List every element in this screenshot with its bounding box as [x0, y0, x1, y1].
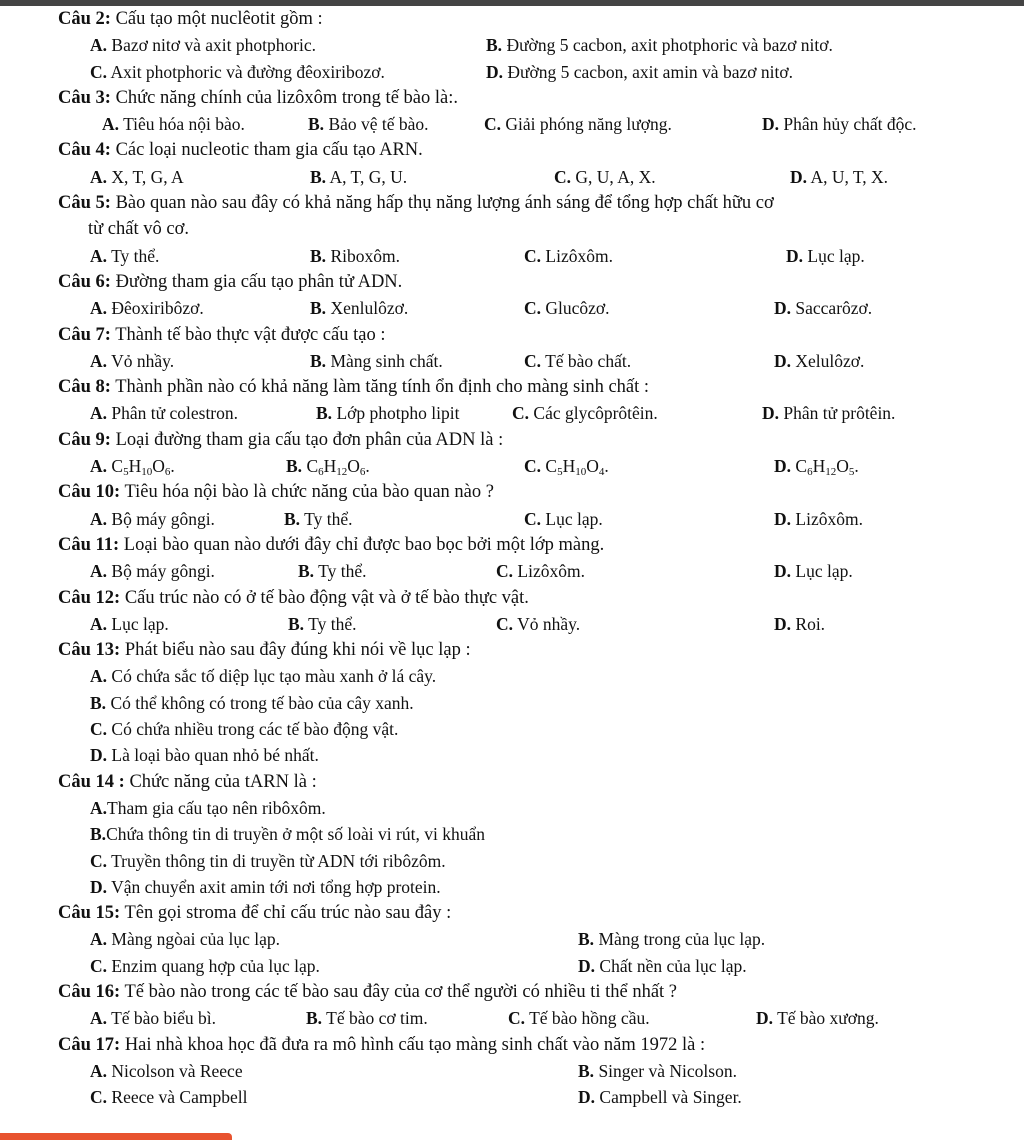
- option-d: D. Tế bào xương.: [756, 1008, 879, 1029]
- options-row: [0, 32, 1024, 58]
- question-number: Câu 7:: [58, 324, 111, 345]
- option-a: A. Bộ máy gôngi.: [90, 561, 215, 582]
- question-number: Câu 5:: [58, 193, 111, 214]
- question-text: Chức năng chính của lizôxôm trong tế bào là:.: [115, 87, 458, 108]
- question-text: Loại bào quan nào dưới đây chỉ được bao bọc bởi một lớp màng.: [123, 534, 605, 555]
- question-text: Tế bào nào trong các tế bào sau đây của cơ thể người có nhiều ti thể nhất ?: [124, 981, 678, 1002]
- options-row: [0, 611, 1024, 637]
- question-8: [0, 374, 1024, 427]
- option-c-formula: C. $C_5H_{10}O_4$.: [524, 456, 609, 479]
- option-b: B. Có thể không có trong tế bào của cây xanh.: [90, 692, 414, 713]
- option-a: A. Tiêu hóa nội bào.: [102, 114, 245, 135]
- question-number: Câu 2:: [58, 9, 111, 29]
- question-11: [0, 532, 1024, 585]
- question-number: Câu 17:: [58, 1034, 121, 1055]
- options-row: [0, 1084, 1024, 1110]
- question-stem: [0, 479, 1024, 505]
- option-a: A. Tế bào biểu bì.: [90, 1008, 217, 1029]
- options-row: [0, 295, 1024, 321]
- option-d: D. Vận chuyển axit amin tới nơi tổng hợp protein.: [90, 876, 441, 897]
- bottom-progress-bar: [0, 1133, 232, 1140]
- option-b: B. Đường 5 cacbon, axit photphoric và bazơ nitơ.: [486, 35, 833, 56]
- option-d: D. Lục lạp.: [786, 245, 865, 266]
- option-b: B. Lớp photpho lipit: [316, 403, 460, 424]
- option-b: B.Chứa thông tin di truyền ở một số loài vi rút, vi khuẩn: [90, 824, 485, 845]
- question-number: Câu 6:: [58, 271, 111, 292]
- question-stem: [0, 85, 1024, 111]
- option-c: C. Lizôxôm.: [524, 245, 613, 266]
- option-a: A. Vỏ nhầy.: [90, 350, 175, 371]
- question-text: Phát biểu nào sau đây đúng khi nói về lục lạp :: [124, 640, 471, 661]
- question-stem: [0, 900, 1024, 926]
- option-b: B. Xenlulôzơ.: [310, 298, 409, 319]
- option-d: D. Là loại bào quan nhỏ bé nhất.: [90, 745, 319, 766]
- option-b: B. Màng trong của lục lạp.: [578, 929, 766, 950]
- question-stem: [0, 637, 1024, 663]
- question-text: Các loại nucleotic tham gia cấu tạo ARN.: [115, 140, 423, 161]
- question-9: [0, 427, 1024, 480]
- option-c: C. G, U, A, X.: [554, 166, 656, 187]
- options-row: [0, 164, 1024, 190]
- question-stem: [0, 585, 1024, 611]
- option-d: D. Phân tử prôtêin.: [762, 403, 896, 424]
- option-a: A. Phân tử colestron.: [90, 403, 239, 424]
- option-a: A. Đêoxiribôzơ.: [90, 298, 204, 319]
- option-a: A. X, T, G, A: [90, 166, 184, 187]
- question-number: Câu 14 :: [58, 771, 125, 792]
- question-stem: [0, 769, 1024, 795]
- question-text: Thành phần nào có khả năng làm tăng tính ổn định cho màng sinh chất :: [115, 377, 650, 398]
- question-2: [0, 6, 1024, 85]
- question-text: Loại đường tham gia cấu tạo đơn phân của ADN là :: [115, 429, 504, 450]
- option-d: D. Phân hủy chất độc.: [762, 114, 917, 135]
- options-row: [0, 111, 1024, 137]
- option-b: B. Màng sinh chất.: [310, 350, 443, 371]
- option-b: B. Riboxôm.: [310, 245, 400, 266]
- question-text: Bào quan nào sau đây có khả năng hấp thụ năng lượng ánh sáng để tổng hợp chất hữu cơ: [115, 193, 774, 214]
- question-text: Tên gọi stroma để chỉ cấu trúc nào sau đây :: [124, 903, 452, 924]
- option-d: D. Lizôxôm.: [774, 508, 863, 529]
- question-number: Câu 8:: [58, 377, 111, 398]
- option-c: C. Các glycôprôtêin.: [512, 403, 658, 424]
- question-14: [0, 769, 1024, 900]
- question-stem: [0, 6, 1024, 32]
- option-c: C. Có chứa nhiều trong các tế bào động vật.: [90, 719, 399, 740]
- option-d: D. Xelulôzơ.: [774, 350, 865, 371]
- options-row: [0, 926, 1024, 952]
- options-row: [0, 1005, 1024, 1031]
- option-b: B. Singer và Nicolson.: [578, 1060, 737, 1081]
- question-5: [0, 190, 1024, 269]
- options-row: [0, 1058, 1024, 1084]
- option-c: C. Giải phóng năng lượng.: [484, 114, 672, 135]
- option-d: D. Chất nền của lục lạp.: [578, 955, 747, 976]
- question-number: Câu 9:: [58, 429, 111, 450]
- options-row: [0, 953, 1024, 979]
- question-number: Câu 13:: [58, 640, 121, 661]
- option-b: B. A, T, G, U.: [310, 166, 408, 187]
- option-a: A. Có chứa sắc tố diệp lục tạo màu xanh ở lá cây.: [90, 666, 437, 687]
- question-10: [0, 479, 1024, 532]
- option-c: C. Axit photphoric và đường đêoxiribozơ.: [90, 61, 385, 82]
- option-d: D. Lục lạp.: [774, 561, 853, 582]
- question-text: Hai nhà khoa học đã đưa ra mô hình cấu tạo màng sinh chất vào năm 1972 là :: [124, 1034, 706, 1055]
- question-stem: [0, 269, 1024, 295]
- question-text-continued: từ chất vô cơ.: [88, 219, 189, 240]
- question-16: [0, 979, 1024, 1032]
- question-number: Câu 11:: [58, 534, 120, 555]
- option-a: A. Ty thể.: [90, 245, 160, 266]
- options-row: [0, 348, 1024, 374]
- option-c: C. Lizôxôm.: [496, 561, 585, 582]
- option-a: A. Lục lạp.: [90, 613, 169, 634]
- option-d: D. A, U, T, X.: [790, 166, 889, 187]
- question-number: Câu 15:: [58, 903, 121, 924]
- options-row: [0, 453, 1024, 479]
- question-stem: [0, 322, 1024, 348]
- option-c: C. Tế bào chất.: [524, 350, 632, 371]
- option-b: B. Tế bào cơ tim.: [306, 1008, 428, 1029]
- option-c: C. Lục lạp.: [524, 508, 603, 529]
- question-text: Cấu trúc nào có ở tế bào động vật và ở tế bào thực vật.: [124, 587, 529, 608]
- option-d: D. Campbell và Singer.: [578, 1087, 742, 1108]
- option-d-formula: D. $C_6H_{12}O_5$.: [774, 456, 859, 479]
- options-row: [0, 59, 1024, 85]
- options-row: [0, 558, 1024, 584]
- option-a-formula: A. $C_5H_{10}O_6$.: [90, 456, 175, 479]
- question-3: [0, 85, 1024, 138]
- question-stem: [0, 427, 1024, 453]
- option-b-formula: B. $C_6H_{12}O_6$.: [286, 456, 370, 479]
- option-b: B. Ty thể.: [298, 561, 367, 582]
- option-b: B. Ty thể.: [288, 613, 357, 634]
- options-row: [0, 506, 1024, 532]
- question-text: Đường tham gia cấu tạo phân tử ADN.: [115, 271, 403, 292]
- question-stem: [0, 532, 1024, 558]
- question-stem: [0, 190, 1024, 216]
- option-c: C. Tế bào hồng cầu.: [508, 1008, 650, 1029]
- option-c: C. Vỏ nhầy.: [496, 613, 581, 634]
- exam-document: [0, 6, 1024, 1110]
- option-c: C. Glucôzơ.: [524, 298, 610, 319]
- option-c: C. Enzim quang hợp của lục lạp.: [90, 955, 320, 976]
- question-15: [0, 900, 1024, 979]
- question-text: Tiêu hóa nội bào là chức năng của bào quan nào ?: [124, 482, 494, 503]
- question-number: Câu 16:: [58, 981, 121, 1002]
- option-a: A. Bộ máy gôngi.: [90, 508, 215, 529]
- question-text: Thành tế bào thực vật được cấu tạo :: [115, 324, 386, 345]
- question-text: Cấu tạo một nuclêotit gồm :: [115, 9, 323, 29]
- question-13: [0, 637, 1024, 768]
- options-row: [0, 400, 1024, 426]
- option-c: C. Reece và Campbell: [90, 1087, 248, 1108]
- option-a: A. Màng ngòai của lục lạp.: [90, 929, 281, 950]
- question-17: [0, 1032, 1024, 1111]
- option-a: A. Nicolson và Reece: [90, 1060, 243, 1081]
- option-c: C. Truyền thông tin di truyền từ ADN tới ribôzôm.: [90, 850, 446, 871]
- question-stem: [0, 979, 1024, 1005]
- options-row: [0, 243, 1024, 269]
- question-4: [0, 137, 1024, 190]
- option-a: A.Tham gia cấu tạo nên ribôxôm.: [90, 797, 326, 818]
- option-b: B. Ty thể.: [284, 508, 353, 529]
- option-b: B. Bảo vệ tế bào.: [308, 114, 429, 135]
- question-6: [0, 269, 1024, 322]
- question-7: [0, 322, 1024, 375]
- question-stem: [0, 374, 1024, 400]
- option-d: D. Roi.: [774, 613, 826, 634]
- question-stem: [0, 137, 1024, 163]
- question-stem: [0, 1032, 1024, 1058]
- option-a: A. Bazơ nitơ và axit photphoric.: [90, 35, 317, 56]
- question-number: Câu 3:: [58, 87, 111, 108]
- question-text: Chức năng của tARN là :: [129, 771, 317, 792]
- question-12: [0, 585, 1024, 638]
- question-number: Câu 10:: [58, 482, 121, 503]
- question-number: Câu 12:: [58, 587, 121, 608]
- option-d: D. Saccarôzơ.: [774, 298, 873, 319]
- question-number: Câu 4:: [58, 140, 111, 161]
- option-d: D. Đường 5 cacbon, axit amin và bazơ nitơ.: [486, 61, 793, 82]
